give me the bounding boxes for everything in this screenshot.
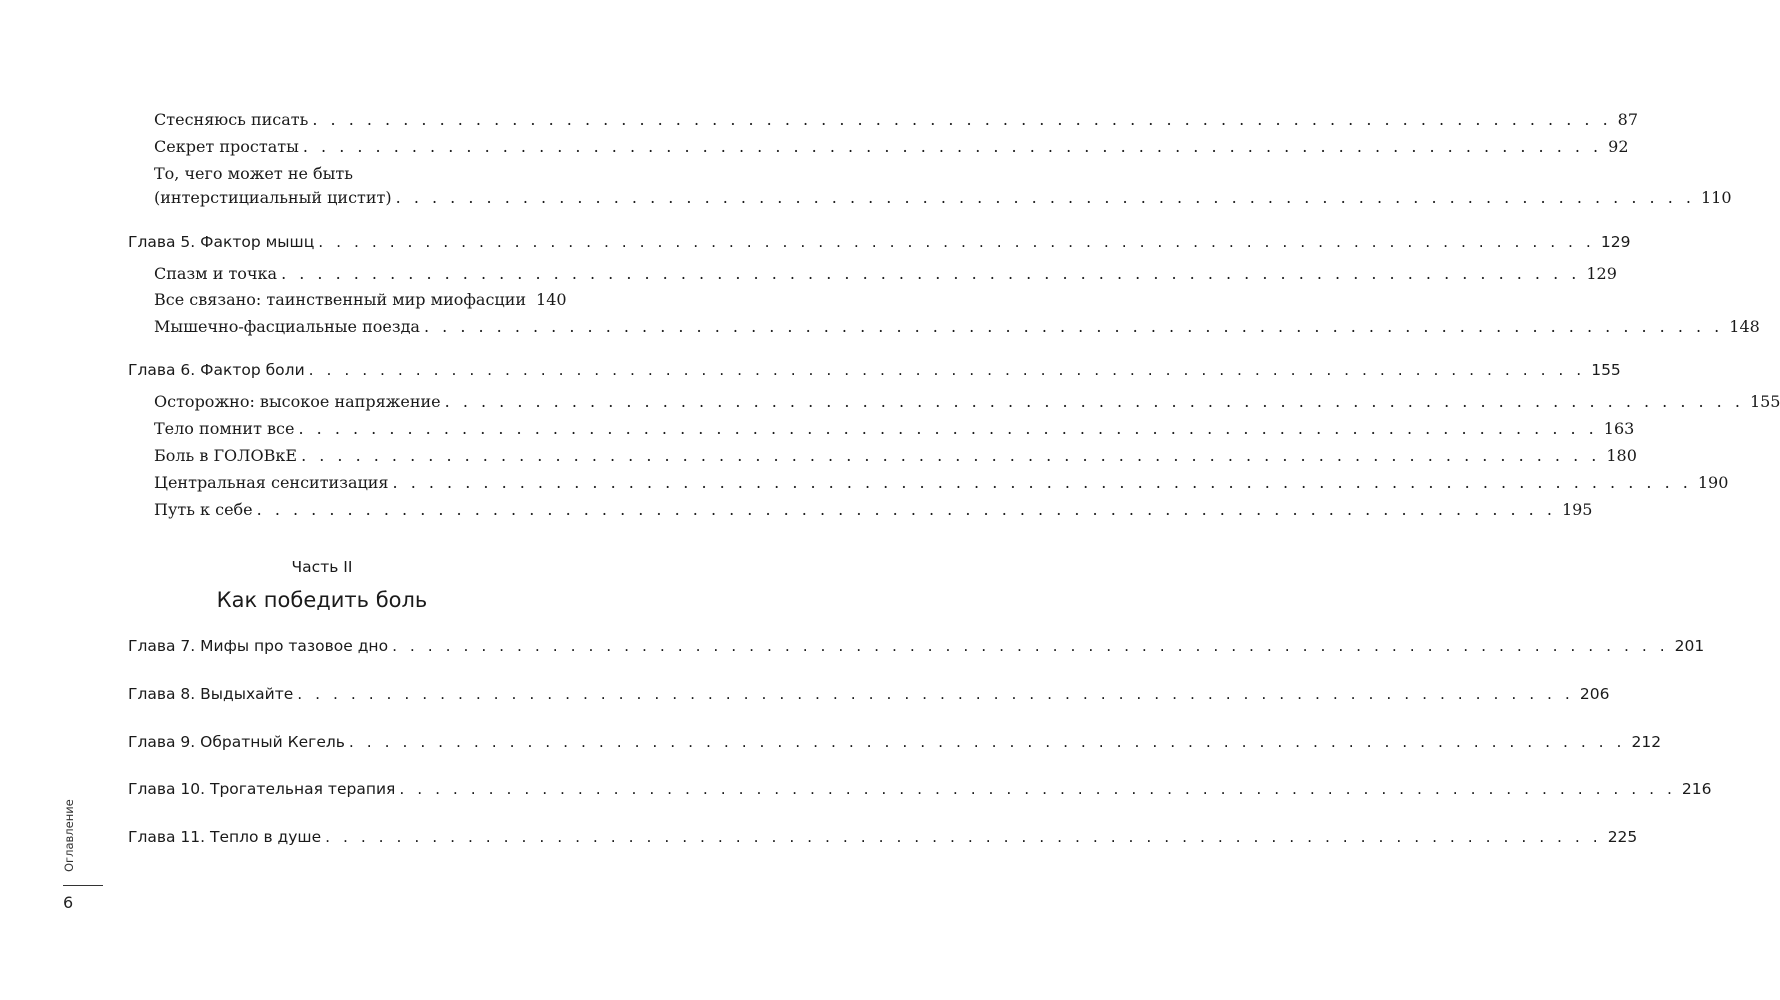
toc-chapter-page: 225 bbox=[1607, 828, 1638, 846]
toc-entry-page: 129 bbox=[1586, 264, 1617, 283]
part-label: Часть II bbox=[291, 558, 353, 576]
toc-entry[interactable] bbox=[154, 500, 1593, 520]
toc-chapter-title: Глава 9. Обратный Кегель bbox=[128, 733, 345, 751]
toc-chapter-page: 201 bbox=[1674, 637, 1705, 655]
dot-leader: . . . . . . . . . . . . . . . . . . . . . . . . . . . . . . . . . . . . . . . . . . . . . . . . . . . . . . . . . . . . . . . . . . . . . . . . bbox=[392, 473, 1692, 492]
toc-entry[interactable] bbox=[154, 446, 1637, 466]
dot-leader: . . . . . . . . . . . . . . . . . . . . . . . . . . . . . . . . . . . . . . . . . . . . . . . . . . . . . . . . . . . . . . . . . . . . . . . . bbox=[395, 188, 1695, 207]
toc-entry-title: Осторожно: высокое напряжение bbox=[154, 392, 441, 411]
toc-entry[interactable] bbox=[154, 264, 1617, 284]
toc-entry[interactable] bbox=[154, 473, 1729, 493]
toc-entry-title: Спазм и точка bbox=[154, 264, 278, 283]
dot-leader: . . . . . . . . . . . . . . . . . . . . . . . . . . . . . . . . . . . . . . . . . . . . . . . . . . . . . . . . . . . . . . . . . . . . . . . . bbox=[348, 733, 1626, 751]
toc-chapter-7[interactable] bbox=[128, 636, 1705, 656]
toc-chapter-title: Глава 10. Трогательная терапия bbox=[128, 780, 396, 798]
dot-leader: . . . . . . . . . . . . . . . . . . . . . . . . . . . . . . . . . . . . . . . . . . . . . . . . . . . . . . . . . . . . . . . . . . . . . . . . bbox=[256, 500, 1556, 519]
toc-chapter-title: Глава 6. Фактор боли bbox=[128, 361, 305, 379]
toc-entry-title: Стесняюсь писать bbox=[154, 110, 309, 129]
toc-chapter-5[interactable] bbox=[128, 232, 1631, 252]
toc-entry-page: 155 bbox=[1749, 392, 1780, 411]
toc-entry-title: Центральная сенситизация bbox=[154, 473, 389, 492]
running-section-label: Оглавление bbox=[62, 799, 76, 872]
toc-entry[interactable] bbox=[154, 110, 1639, 130]
footer-rule bbox=[63, 885, 103, 886]
toc-chapter-page: 212 bbox=[1631, 733, 1662, 751]
toc-chapter-title: Глава 7. Мифы про тазовое дно bbox=[128, 637, 389, 655]
toc-entry-page: 190 bbox=[1697, 473, 1729, 492]
toc-chapter-9[interactable] bbox=[128, 732, 1662, 752]
toc-entry[interactable] bbox=[154, 392, 1780, 412]
toc-entry-title: Мышечно-фасциальные поезда bbox=[154, 317, 420, 336]
toc-entry-page: 180 bbox=[1606, 446, 1637, 465]
dot-leader: . . . . . . . . . . . . . . . . . . . . . . . . . . . . . . . . . . . . . . . . . . . . . . . . . . . . . . . . . . . . . . . . . . . . . . . . bbox=[308, 361, 1586, 379]
toc-entry-title: Боль в ГОЛОВкЕ bbox=[154, 446, 298, 465]
toc-entry-page: 92 bbox=[1608, 137, 1629, 156]
toc-chapter-page: 216 bbox=[1681, 780, 1712, 798]
toc-chapter-title: Глава 5. Фактор мышц bbox=[128, 233, 315, 251]
toc-chapter-11[interactable] bbox=[128, 827, 1638, 847]
toc-entry[interactable] bbox=[154, 419, 1635, 439]
dot-leader: . . . . . . . . . . . . . . . . . . . . . . . . . . . . . . . . . . . . . . . . . . . . . . . . . . . . . . . . . . . . . . . . . . . . . . . . bbox=[298, 419, 1598, 438]
toc-entry[interactable] bbox=[154, 137, 1629, 157]
toc-entry-page: 148 bbox=[1729, 317, 1760, 336]
dot-leader: . . . . . . . . . . . . . . . . . . . . . . . . . . . . . . . . . . . . . . . . . . . . . . . . . . . . . . . . . . . . . . . . . . . . . . . . bbox=[444, 392, 1744, 411]
toc-entry-title: Секрет простаты bbox=[154, 137, 299, 156]
dot-leader: . . . . . . . . . . . . . . . . . . . . . . . . . . . . . . . . . . . . . . . . . . . . . . . . . . . . . . . . . . . . . . . . . . . . . . . . bbox=[392, 637, 1669, 655]
toc-chapter-title: Глава 8. Выдыхайте bbox=[128, 685, 294, 703]
toc-chapter-10[interactable] bbox=[128, 779, 1712, 799]
toc-entry-page: 110 bbox=[1700, 188, 1732, 207]
dot-leader: . . . . . . . . . . . . . . . . . . . . . . . . . . . . . . . . . . . . . . . . . . . . . . . . . . . . . . . . . . . . . . . . . . . . . . . . bbox=[301, 446, 1601, 465]
dot-leader: . . . . . . . . . . . . . . . . . . . . . . . . . . . . . . . . . . . . . . . . . . . . . . . . . . . . . . . . . . . . . . . . . . . . . . . . bbox=[281, 264, 1581, 283]
toc-chapter-page: 155 bbox=[1591, 361, 1621, 379]
toc-chapter-page: 206 bbox=[1579, 685, 1610, 703]
toc-chapter-title: Глава 11. Тепло в душе bbox=[128, 828, 322, 846]
toc-entry-title: Тело помнит все bbox=[154, 419, 295, 438]
dot-leader: . . . . . . . . . . . . . . . . . . . . . . . . . . . . . . . . . . . . . . . . . . . . . . . . . . . . . . . . . . . . . . . . . . . . . . . . bbox=[297, 685, 1574, 703]
toc-entry[interactable] bbox=[154, 188, 1732, 208]
toc-entry-page: 163 bbox=[1603, 419, 1635, 438]
toc-entry-title: Все связано: таинственный мир миофасции bbox=[154, 290, 527, 309]
dot-leader: . . . . . . . . . . . . . . . . . . . . . . . . . . . . . . . . . . . . . . . . . . . . . . . . . . . . . . . . . . . . . . . . . . . . . . . . bbox=[423, 317, 1724, 336]
part-title: Как победить боль bbox=[216, 588, 428, 612]
toc-chapter-page: 129 bbox=[1600, 233, 1631, 251]
toc-entry-page: 195 bbox=[1561, 500, 1593, 519]
toc-entry[interactable] bbox=[154, 317, 1760, 337]
dot-leader: . . . . . . . . . . . . . . . . . . . . . . . . . . . . . . . . . . . . . . . . . . . . . . . . . . . . . . . . . . . . . . . . . . . . . . . . bbox=[325, 828, 1602, 846]
dot-leader: . . . . . . . . . . . . . . . . . . . . . . . . . . . . . . . . . . . . . . . . . . . . . . . . . . . . . . . . . . . . . . . . . . . . . . . . bbox=[312, 110, 1612, 129]
dot-leader: . . . . . . . . . . . . . . . . . . . . . . . . . . . . . . . . . . . . . . . . . . . . . . . . . . . . . . . . . . . . . . . . . . . . . . . . bbox=[302, 137, 1603, 156]
toc-entry[interactable] bbox=[154, 290, 567, 310]
toc-entry-title-line1: То, чего может не быть bbox=[154, 164, 353, 183]
toc-entry-page: 140 bbox=[536, 290, 567, 309]
toc-chapter-8[interactable] bbox=[128, 684, 1610, 704]
page-number: 6 bbox=[63, 893, 74, 912]
toc-chapter-6[interactable] bbox=[128, 360, 1621, 380]
dot-leader: . . . . . . . . . . . . . . . . . . . . . . . . . . . . . . . . . . . . . . . . . . . . . . . . . . . . . . . . . . . . . . . . . . . . . . . . bbox=[318, 233, 1595, 251]
toc-entry-page: 87 bbox=[1617, 110, 1639, 129]
toc-entry-title-line2: (интерстициальный цистит) bbox=[154, 188, 392, 207]
dot-leader: . . . . . . . . . . . . . . . . . . . . . . . . . . . . . . . . . . . . . . . . . . . . . . . . . . . . . . . . . . . . . . . . . . . . . . . . bbox=[399, 780, 1676, 798]
toc-entry-title: Путь к себе bbox=[154, 500, 253, 519]
